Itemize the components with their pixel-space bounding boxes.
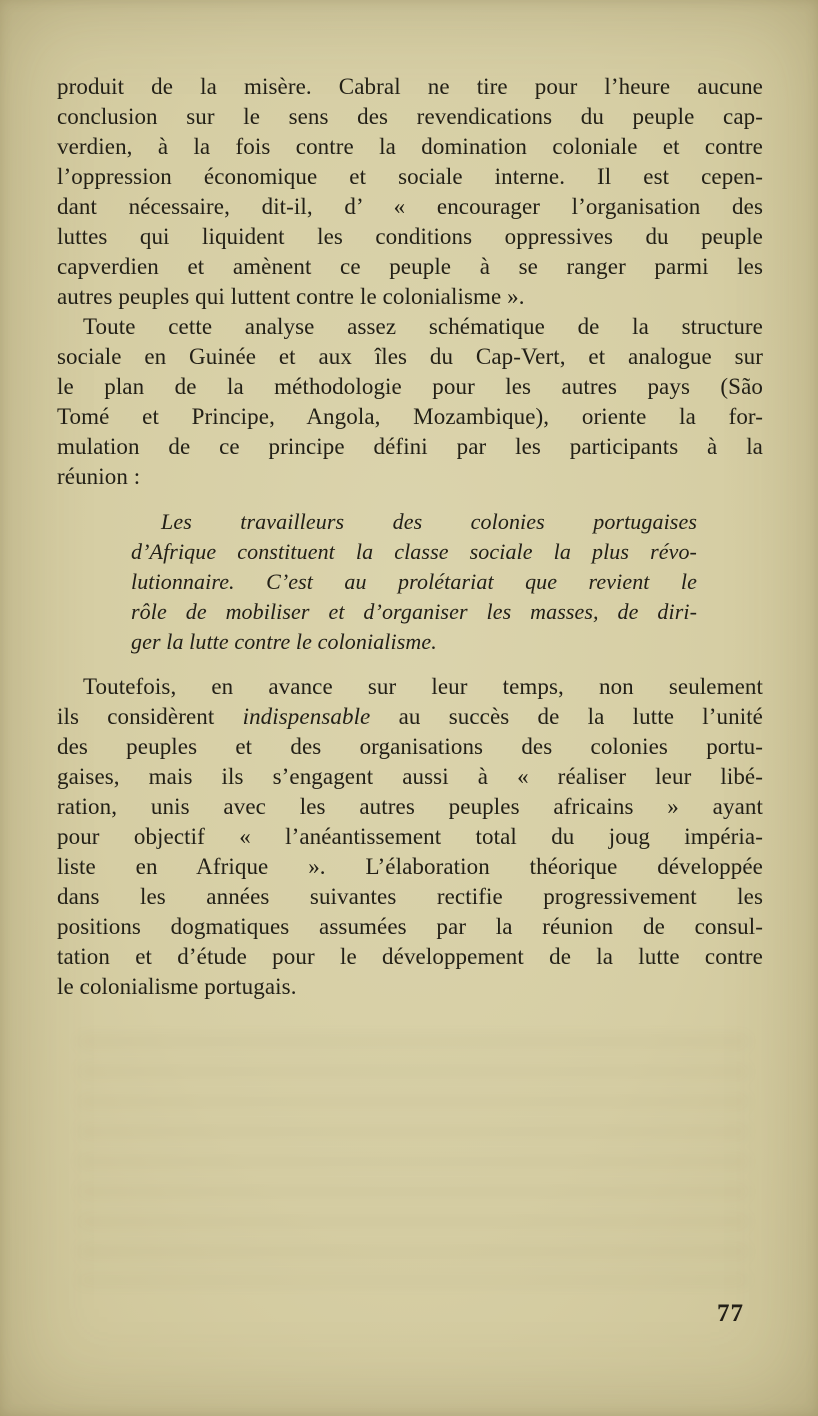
blockquote	[131, 507, 697, 657]
text-line: le colonialisme portugais.	[57, 974, 297, 999]
text-line: ils considèrent indispensable au succès de la lutte l’unité	[57, 704, 763, 729]
text-line: Toute cette analyse assez schématique de la structure	[83, 314, 763, 339]
text-line: liste en Afrique ». L’élaboration théorique développée	[57, 854, 763, 879]
text-line: des peuples et des organisations des colonies portu-	[57, 734, 763, 759]
text-line: ration, unis avec les autres peuples africains » ayant	[57, 794, 763, 819]
text-line: lutionnaire. C’est au prolétariat que revient le	[131, 569, 697, 594]
page-bleed-through	[78, 1035, 748, 1285]
text-line: l’oppression économique et sociale interne. Il est cepen-	[57, 164, 763, 189]
text-line: verdien, à la fois contre la domination coloniale et contre	[57, 134, 763, 159]
text-block	[57, 72, 763, 1002]
text-line: luttes qui liquident les conditions oppressives du peuple	[57, 224, 763, 249]
paragraph	[57, 72, 763, 312]
text-line: Tomé et Principe, Angola, Mozambique), oriente la for-	[57, 404, 763, 429]
text-line: dant nécessaire, dit-il, d’ « encourager l’organisation des	[57, 194, 763, 219]
text-line: mulation de ce principe défini par les participants à la	[57, 434, 763, 459]
page-number: 77	[717, 1300, 744, 1327]
text-line: gaises, mais ils s’engagent aussi à « réaliser leur libé-	[57, 764, 763, 789]
text-line: autres peuples qui luttent contre le colonialisme ».	[57, 284, 525, 309]
text-line: Toutefois, en avance sur leur temps, non seulement	[83, 674, 763, 699]
text-line: positions dogmatiques assumées par la réunion de consul-	[57, 914, 763, 939]
text-line: tation et d’étude pour le développement de la lutte contre	[57, 944, 763, 969]
paragraph	[57, 312, 763, 492]
text-line: produit de la misère. Cabral ne tire pour l’heure aucune	[57, 74, 763, 99]
text-line: d’Afrique constituent la classe sociale la plus révo-	[131, 539, 697, 564]
text-line: conclusion sur le sens des revendications du peuple cap-	[57, 104, 763, 129]
text-line: Les travailleurs des colonies portugaises	[161, 509, 697, 534]
text-line: dans les années suivantes rectifie progressivement les	[57, 884, 763, 909]
text-line: le plan de la méthodologie pour les autres pays (São	[57, 374, 763, 399]
text-line: rôle de mobiliser et d’organiser les masses, de diri-	[131, 599, 697, 624]
text-line: pour objectif « l’anéantissement total du joug impéria-	[57, 824, 763, 849]
text-line: sociale en Guinée et aux îles du Cap-Vert, et analogue sur	[57, 344, 763, 369]
text-line: capverdien et amènent ce peuple à se ranger parmi les	[57, 254, 763, 279]
text-line: réunion :	[57, 464, 141, 489]
paragraph	[57, 672, 763, 1002]
text-line: ger la lutte contre le colonialisme.	[131, 629, 437, 654]
